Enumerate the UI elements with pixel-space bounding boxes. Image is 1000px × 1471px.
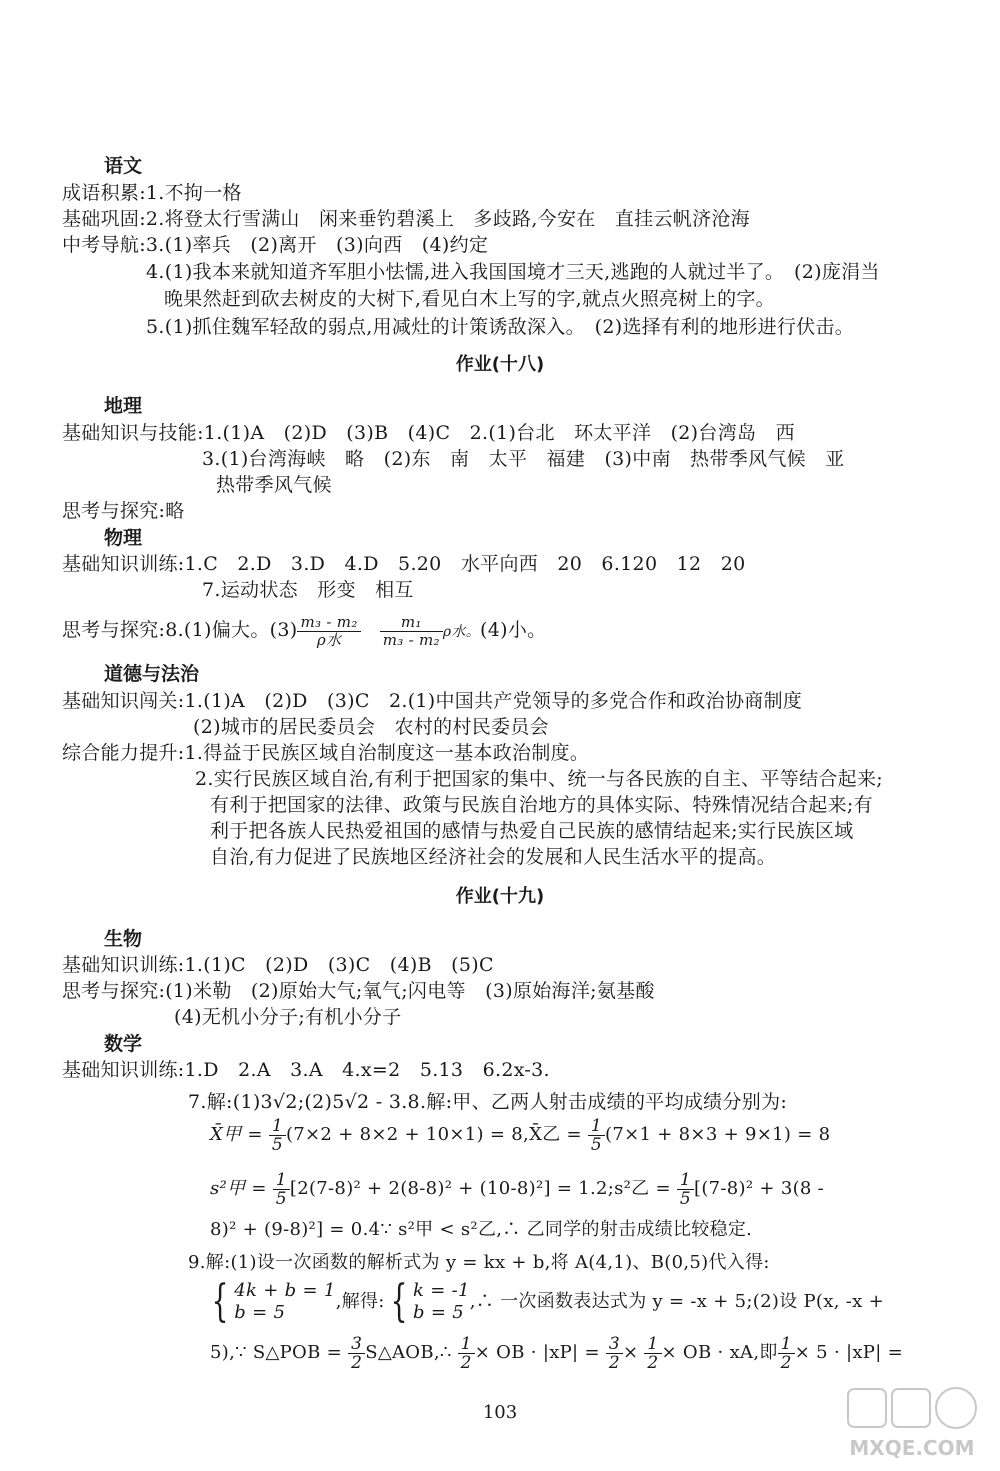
variance-jia-expression: [2(7-8)² + 2(8-8)² + (10-8)²] = 1.2;s²乙 =	[289, 1178, 677, 1199]
math-line-2: 7.解:(1)3√2;(2)5√2 - 3.8.解:甲、乙两人射击成绩的平均成绩分别为:	[188, 1091, 788, 1113]
density-fraction-2	[380, 614, 443, 649]
subject-title-biology: 生物	[104, 928, 143, 950]
fraction-one-half-c	[778, 1335, 795, 1372]
left-brace-1: {	[211, 1276, 229, 1327]
watermark-logo	[842, 1383, 982, 1463]
fraction-three-halves-a	[348, 1335, 365, 1372]
equation-system-1	[234, 1280, 335, 1324]
biology-line-2: 思考与探究:(1)米勒 (2)原始大气;氧气;闪电等 (3)原始海洋;氨基酸	[62, 980, 655, 1002]
chinese-line-3: 中考导航:3.(1)率兵 (2)离开 (3)向西 (4)约定	[62, 234, 489, 256]
frac-num: 1	[588, 1117, 605, 1136]
frac-num: 3	[348, 1335, 365, 1354]
frac-den: 5	[271, 1134, 283, 1155]
subject-title-physics: 物理	[104, 527, 143, 549]
morality-line-6: 利于把各族人民热爱祖国的感情与热爱自己民族的感情结起来;实行民族区域	[210, 820, 854, 842]
fraction-one-fifth-a	[269, 1117, 286, 1154]
equation-2b: b = 5	[412, 1302, 464, 1323]
biology-line-1: 基础知识训练:1.(1)C (2)D (3)C (4)B (5)C	[62, 954, 494, 976]
frac-num: 1	[677, 1171, 694, 1190]
chinese-line-4a: 4.(1)我本来就知道齐军胆小怯懦,进入我国国境才三天,逃跑的人就过半了。 (2)庞涓当	[146, 261, 880, 283]
chinese-line-2: 基础巩固:2.将登太行雪满山 闲来垂钓碧溪上 多歧路,今安在 直挂云帆济沧海	[62, 208, 750, 230]
area-text-f: × 5 · |xP| =	[794, 1342, 903, 1363]
physics-line-1: 基础知识训练:1.C 2.D 3.D 4.D 5.20 水平向西 20 6.120 12 20	[62, 553, 746, 575]
subject-title-morality-law: 道德与法治	[104, 663, 200, 685]
morality-line-4: 2.实行民族区域自治,有利于把国家的集中、统一与各民族的自主、平等结合起来;	[195, 768, 883, 790]
math-variance-conclusion: 8)² + (9-8)²] = 0.4∵ s²甲 < s²乙,∴ 乙同学的射击成绩比较稳定.	[210, 1219, 753, 1240]
frac-den: 2	[647, 1352, 659, 1373]
fraction-three-halves-b	[606, 1335, 623, 1372]
morality-line-3: 综合能力提升:1.得益于民族区域自治制度这一基本政治制度。	[62, 742, 590, 764]
fraction-one-fifth-d	[677, 1171, 694, 1208]
subject-title-geography: 地理	[104, 395, 143, 417]
morality-line-2: (2)城市的居民委员会 农村的村民委员会	[193, 716, 549, 738]
left-brace-2: {	[390, 1276, 408, 1327]
chinese-line-4b: 晚果然赶到砍去树皮的大树下,看见白木上写的字,就点火照亮树上的字。	[164, 288, 775, 310]
frac-num: 1	[778, 1335, 795, 1354]
frac-den: 5	[275, 1188, 287, 1209]
frac-den: 5	[590, 1134, 603, 1155]
fraction-2-numerator: m₁	[380, 614, 443, 632]
frac-den: 2	[460, 1352, 472, 1373]
frac-den: 2	[351, 1352, 363, 1373]
variance-yi-expression: [(7-8)² + 3(8 -	[694, 1178, 825, 1199]
fraction-1-denominator: ρ水	[316, 630, 342, 649]
section-heading-19: 作业(十九)	[455, 886, 545, 907]
morality-line-7: 自治,有力促进了民族地区经济社会的发展和人民生活水平的提高。	[210, 846, 777, 868]
mean-jia-expression: (7×2 + 8×2 + 10×1) = 8,X̄乙 =	[285, 1124, 588, 1145]
fraction-1-numerator: m₃ - m₂	[297, 614, 360, 632]
density-fraction-1	[297, 614, 360, 649]
physics-line-2: 7.运动状态 形变 相互	[202, 579, 414, 601]
frac-den: 2	[608, 1352, 620, 1373]
frac-num: 1	[458, 1335, 475, 1354]
geography-line-2: 3.(1)台湾海峡 略 (2)东 南 太平 福建 (3)中南 热带季风气候 亚	[202, 448, 845, 470]
area-text-d: ×	[622, 1342, 645, 1363]
frac-num: 1	[273, 1171, 290, 1190]
math-q9-system-line	[206, 1274, 884, 1330]
fraction-one-fifth-c	[273, 1171, 290, 1208]
area-text-b: S△AOB,∴	[365, 1342, 458, 1363]
mean-jia-label: X̄甲 =	[210, 1124, 269, 1145]
chinese-line-1: 成语积累:1.不拘一格	[62, 182, 242, 204]
geography-line-4: 思考与探究:略	[62, 500, 185, 522]
area-text-a: 5),∵ S△POB =	[210, 1342, 349, 1363]
math-mean-line	[210, 1112, 830, 1158]
equation-2a: k = -1	[412, 1280, 470, 1301]
subject-title-chinese: 语文	[104, 155, 143, 177]
frac-den: 5	[679, 1188, 692, 1209]
morality-line-5: 有利于把国家的法律、政策与民族自治地方的具体实际、特殊情况结合起来;有	[210, 794, 873, 816]
solve-label: ,解得:	[335, 1291, 385, 1312]
area-text-e: × OB · xA,即	[661, 1342, 778, 1363]
frac-num: 3	[606, 1335, 623, 1354]
function-expression-text: ,∴ 一次函数表达式为 y = -x + 5;(2)设 P(x, -x +	[469, 1291, 884, 1312]
geography-line-3: 热带季风气候	[216, 474, 332, 496]
fraction-one-fifth-b	[588, 1117, 605, 1154]
geography-line-1: 基础知识与技能:1.(1)A (2)D (3)B (4)C 2.(1)台北 环太平洋 (2)台湾岛 西	[62, 422, 795, 444]
svg-text:MXQE.COM: MXQE.COM	[849, 1436, 975, 1460]
frac-num: 1	[269, 1117, 286, 1136]
fraction-one-half-b	[644, 1335, 661, 1372]
math-q9-area-line	[210, 1330, 903, 1376]
morality-line-1: 基础知识闯关:1.(1)A (2)D (3)C 2.(1)中国共产党领导的多党合作和政治协商制度	[62, 690, 803, 712]
physics-line-3-prefix: 思考与探究:8.(1)偏大。(3)	[62, 619, 298, 641]
variance-jia-label: s²甲 =	[210, 1178, 273, 1199]
physics-line-3-suffix: (4)小。	[480, 619, 547, 641]
fraction-one-half-a	[458, 1335, 475, 1372]
page-number: 103	[482, 1402, 518, 1423]
subject-title-math: 数学	[104, 1033, 143, 1055]
biology-line-3: (4)无机小分子;有机小分子	[174, 1006, 402, 1028]
frac-den: 2	[780, 1352, 792, 1373]
chinese-line-5: 5.(1)抓住魏军轻敌的弱点,用减灶的计策诱敌深入。 (2)选择有利的地形进行伏击。	[146, 316, 855, 338]
math-q9-line-1: 9.解:(1)设一次函数的解析式为 y = kx + b,将 A(4,1)、B(0,5)代入得:	[188, 1252, 770, 1273]
math-line-1: 基础知识训练:1.D 2.A 3.A 4.x=2 5.13 6.2x-3.	[62, 1059, 550, 1081]
rho-water: ρ水。	[442, 624, 481, 640]
math-variance-line	[210, 1166, 824, 1212]
area-text-c: × OB · |xP| =	[474, 1342, 606, 1363]
mean-yi-expression: (7×1 + 8×3 + 9×1) = 8	[605, 1124, 831, 1145]
physics-line-3	[62, 606, 546, 656]
frac-num: 1	[644, 1335, 661, 1354]
equation-system-2	[413, 1280, 470, 1324]
fraction-2-denominator: m₃ - m₂	[382, 630, 440, 649]
equation-1a: 4k + b = 1	[234, 1280, 336, 1301]
section-heading-18: 作业(十八)	[455, 354, 545, 375]
equation-1b: b = 5	[234, 1302, 286, 1323]
